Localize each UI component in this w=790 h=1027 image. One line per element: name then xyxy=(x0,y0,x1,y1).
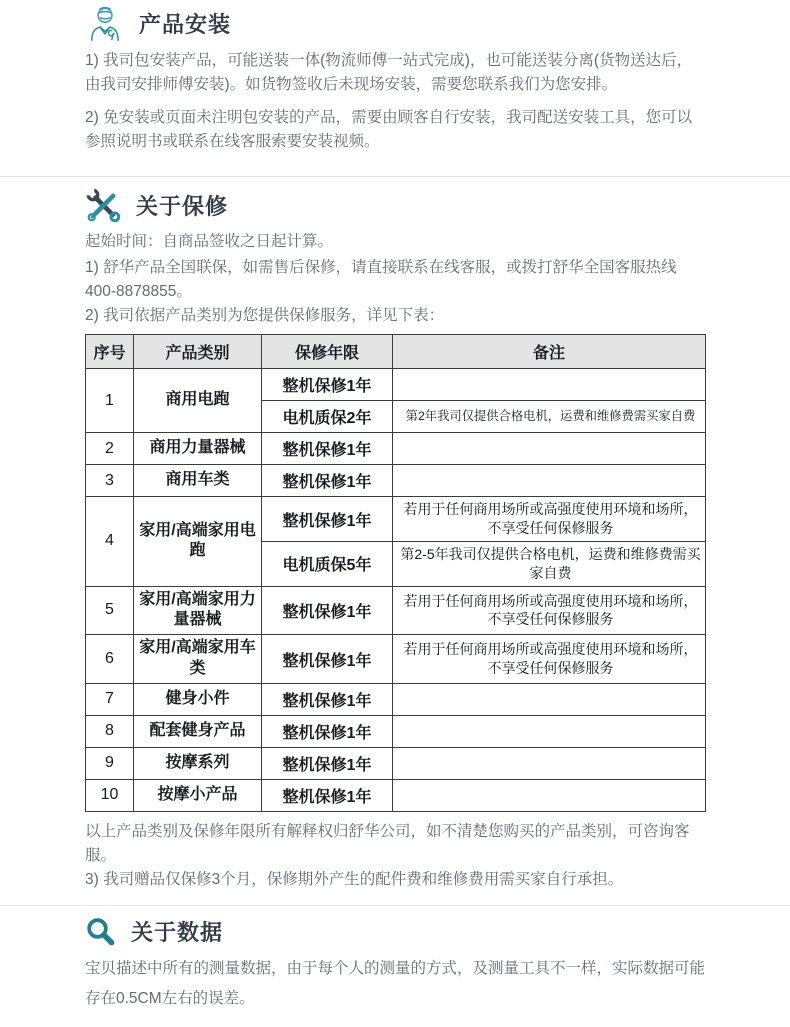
cell-note xyxy=(393,715,706,747)
cell-warranty-period: 整机保修1年 xyxy=(262,497,393,542)
table-row xyxy=(86,586,706,635)
cell-warranty-period: 整机保修1年 xyxy=(262,747,393,779)
table-row xyxy=(86,715,706,747)
cell-index: 6 xyxy=(86,635,134,684)
cell-note xyxy=(393,465,706,497)
data-header xyxy=(85,916,706,948)
warranty-paragraph-1: 1) 舒华产品全国联保，如需售后保修，请直接联系在线客服，或拨打舒华全国客服热线400-8878855。 xyxy=(85,259,677,301)
install-paragraph-1: 1) 我司包安装产品，可能送装一体(物流师傅一站式完成)，也可能送装分离(货物送达后，由我司安排师傅安装)。如货物签收后未现场安装，需要您联系我们为您安排。 xyxy=(85,52,693,94)
cell-warranty-period: 整机保修1年 xyxy=(262,586,393,635)
cell-note xyxy=(393,747,706,779)
cell-index: 10 xyxy=(86,779,134,811)
cell-note xyxy=(393,433,706,465)
install-paragraph-2: 2) 免安装或页面未注明包安装的产品，需要由顾客自行安装，我司配送安装工具，您可以参照说明书或联系在线客服索要安装视频。 xyxy=(85,109,693,151)
warranty-table-header-row xyxy=(86,335,706,369)
cell-index: 7 xyxy=(86,683,134,715)
data-paragraph: 宝贝描述中所有的测量数据，由于每个人的测量的方式，及测量工具不一样，实际数据可能存在0.5CM左右的误差。 xyxy=(85,959,706,1008)
col-header-warranty: 保修年限 xyxy=(262,335,393,369)
cell-warranty-period: 整机保修1年 xyxy=(262,683,393,715)
cell-index: 3 xyxy=(86,465,134,497)
table-row xyxy=(86,433,706,465)
cell-category: 配套健身产品 xyxy=(134,715,262,747)
tools-icon xyxy=(85,187,122,224)
table-row xyxy=(86,683,706,715)
data-title: 关于数据 xyxy=(131,920,224,946)
cell-warranty-period: 整机保修1年 xyxy=(262,635,393,684)
table-row xyxy=(86,369,706,401)
cell-warranty-period: 整机保修1年 xyxy=(262,715,393,747)
cell-note: 若用于任何商用场所或高强度使用环境和场所，不享受任何保修服务 xyxy=(393,497,706,542)
cell-note xyxy=(393,779,706,811)
col-header-note: 备注 xyxy=(393,335,706,369)
warranty-after-note-2: 3) 我司赠品仅保修3个月，保修期外产生的配件费和维修费用需买家自行承担。 xyxy=(85,870,624,888)
cell-index: 1 xyxy=(86,369,134,433)
cell-warranty-period: 整机保修1年 xyxy=(262,465,393,497)
cell-category: 按摩小产品 xyxy=(134,779,262,811)
section-warranty xyxy=(0,177,790,905)
table-row xyxy=(86,497,706,542)
warranty-table xyxy=(85,334,706,812)
cell-category: 家用/高端家用车类 xyxy=(134,635,262,684)
cell-category: 家用/高端家用电跑 xyxy=(134,497,262,587)
col-header-no: 序号 xyxy=(86,335,134,369)
install-header xyxy=(85,3,706,43)
col-header-category: 产品类别 xyxy=(134,335,262,369)
table-row xyxy=(86,779,706,811)
cell-category: 商用车类 xyxy=(134,465,262,497)
cell-note xyxy=(393,369,706,401)
table-row xyxy=(86,465,706,497)
cell-note: 若用于任何商用场所或高强度使用环境和场所，不享受任何保修服务 xyxy=(393,635,706,684)
cell-warranty-period: 整机保修1年 xyxy=(262,433,393,465)
warranty-start-line: 起始时间：自商品签收之日起计算。 xyxy=(85,233,334,251)
cell-index: 9 xyxy=(86,747,134,779)
section-data xyxy=(0,906,790,1027)
cell-index: 2 xyxy=(86,433,134,465)
warranty-paragraph-2: 2) 我司依据产品类别为您提供保修服务，详见下表： xyxy=(85,307,445,325)
cell-index: 5 xyxy=(86,586,134,635)
cell-note: 第2-5年我司仅提供合格电机，运费和维修费需买家自费 xyxy=(393,541,706,586)
warranty-header xyxy=(85,187,706,224)
warranty-title: 关于保修 xyxy=(136,194,229,220)
cell-note: 若用于任何商用场所或高强度使用环境和场所，不享受任何保修服务 xyxy=(393,586,706,635)
cell-warranty-period: 电机质保5年 xyxy=(262,541,393,586)
table-row xyxy=(86,747,706,779)
cell-warranty-period: 整机保修1年 xyxy=(262,369,393,401)
cell-note: 第2年我司仅提供合格电机，运费和维修费需买家自费 xyxy=(393,401,706,433)
cell-index: 4 xyxy=(86,497,134,587)
cell-warranty-period: 电机质保2年 xyxy=(262,401,393,433)
cell-category: 按摩系列 xyxy=(134,747,262,779)
magnifier-icon xyxy=(85,916,117,948)
technician-icon xyxy=(85,3,125,43)
warranty-after-note-1: 以上产品类别及保修年限所有解释权归舒华公司，如不清楚您购买的产品类别，可咨询客服。 xyxy=(85,822,690,864)
cell-category: 家用/高端家用力量器械 xyxy=(134,586,262,635)
install-title: 产品安装 xyxy=(139,11,232,37)
cell-category: 商用力量器械 xyxy=(134,433,262,465)
table-row xyxy=(86,635,706,684)
cell-note xyxy=(393,683,706,715)
cell-warranty-period: 整机保修1年 xyxy=(262,779,393,811)
cell-category: 商用电跑 xyxy=(134,369,262,433)
cell-index: 8 xyxy=(86,715,134,747)
section-install xyxy=(0,0,790,176)
cell-category: 健身小件 xyxy=(134,683,262,715)
